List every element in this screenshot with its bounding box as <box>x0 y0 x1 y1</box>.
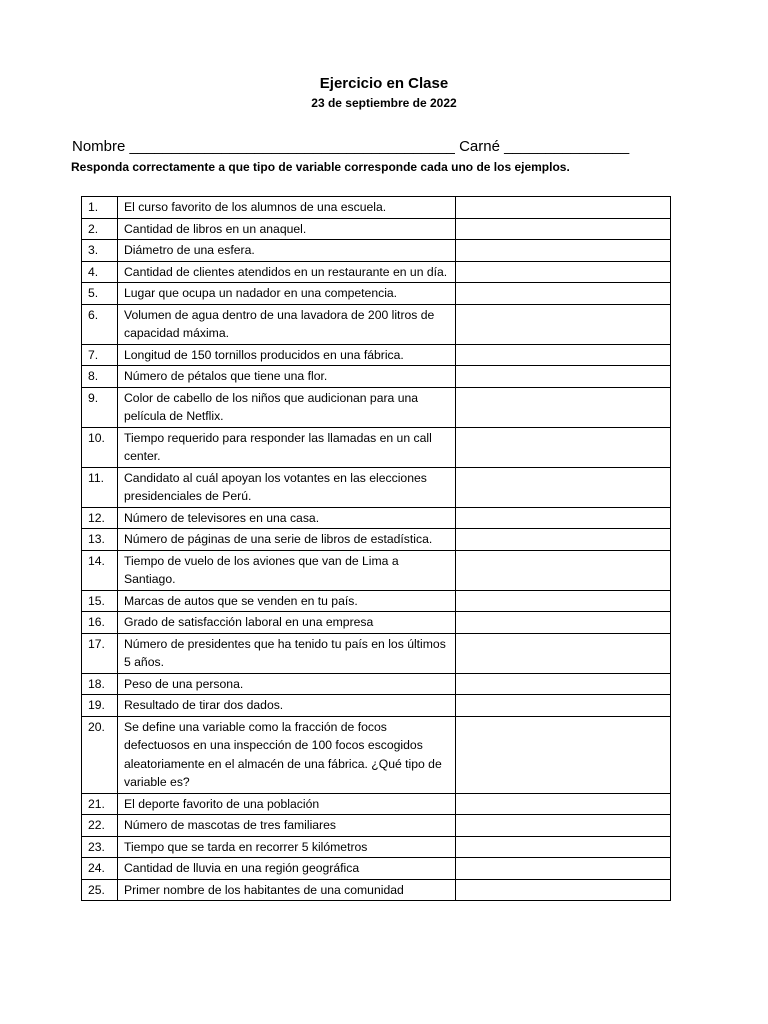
question-text: Peso de una persona. <box>117 673 455 695</box>
answer-cell[interactable] <box>456 218 671 240</box>
question-number: 15. <box>82 590 118 612</box>
table-row <box>82 427 671 467</box>
table-row <box>82 716 671 793</box>
answer-cell[interactable] <box>456 529 671 551</box>
question-text: Número de pétalos que tiene una flor. <box>117 366 455 388</box>
question-text: Marcas de autos que se venden en tu país. <box>117 590 455 612</box>
table-row <box>82 858 671 880</box>
answer-cell[interactable] <box>456 793 671 815</box>
question-text: Número de páginas de una serie de libros de estadística. <box>117 529 455 551</box>
table-row <box>82 879 671 901</box>
question-number: 5. <box>82 283 118 305</box>
questions-table <box>81 196 671 901</box>
question-text: Cantidad de clientes atendidos en un restaurante en un día. <box>117 261 455 283</box>
question-text: Color de cabello de los niños que audicionan para una película de Netflix. <box>117 387 455 427</box>
question-text: Diámetro de una esfera. <box>117 240 455 262</box>
answer-cell[interactable] <box>456 673 671 695</box>
answer-cell[interactable] <box>456 261 671 283</box>
question-text: Primer nombre de los habitantes de una comunidad <box>117 879 455 901</box>
table-row <box>82 387 671 427</box>
question-text: Número de televisores en una casa. <box>117 507 455 529</box>
table-row <box>82 673 671 695</box>
question-number: 23. <box>82 836 118 858</box>
question-text: Número de mascotas de tres familiares <box>117 815 455 837</box>
answer-cell[interactable] <box>456 695 671 717</box>
answer-cell[interactable] <box>456 550 671 590</box>
table-row <box>82 261 671 283</box>
question-text: El deporte favorito de una población <box>117 793 455 815</box>
question-number: 20. <box>82 716 118 793</box>
table-row <box>82 695 671 717</box>
name-carne-line <box>72 138 629 155</box>
document-date: 23 de septiembre de 2022 <box>311 96 457 110</box>
table-row <box>82 507 671 529</box>
question-number: 9. <box>82 387 118 427</box>
table-row <box>82 550 671 590</box>
question-number: 11. <box>82 467 118 507</box>
carne-label: Carné <box>459 138 500 155</box>
question-number: 7. <box>82 344 118 366</box>
question-text: Se define una variable como la fracción de focos defectuosos en una inspección de 100 focos escogidos aleatoriamente en el almacén de una fábrica. ¿Qué tipo de variable es? <box>117 716 455 793</box>
question-number: 17. <box>82 633 118 673</box>
table-row <box>82 815 671 837</box>
table-row <box>82 529 671 551</box>
table-row <box>82 633 671 673</box>
question-text: Lugar que ocupa un nadador en una competencia. <box>117 283 455 305</box>
document-title: Ejercicio en Clase <box>319 75 449 92</box>
question-number: 12. <box>82 507 118 529</box>
answer-cell[interactable] <box>456 858 671 880</box>
question-number: 22. <box>82 815 118 837</box>
answer-cell[interactable] <box>456 507 671 529</box>
answer-cell[interactable] <box>456 815 671 837</box>
question-number: 3. <box>82 240 118 262</box>
question-number: 14. <box>82 550 118 590</box>
answer-cell[interactable] <box>456 879 671 901</box>
answer-cell[interactable] <box>456 387 671 427</box>
question-text: Número de presidentes que ha tenido tu país en los últimos 5 años. <box>117 633 455 673</box>
answer-cell[interactable] <box>456 344 671 366</box>
table-row <box>82 836 671 858</box>
question-text: Cantidad de lluvia en una región geográfica <box>117 858 455 880</box>
question-text: Grado de satisfacción laboral en una empresa <box>117 612 455 634</box>
question-text: Tiempo de vuelo de los aviones que van de Lima a Santiago. <box>117 550 455 590</box>
question-number: 2. <box>82 218 118 240</box>
question-text: Volumen de agua dentro de una lavadora de 200 litros de capacidad máxima. <box>117 304 455 344</box>
answer-cell[interactable] <box>456 197 671 219</box>
question-number: 24. <box>82 858 118 880</box>
answer-cell[interactable] <box>456 366 671 388</box>
answer-cell[interactable] <box>456 467 671 507</box>
question-text: Candidato al cuál apoyan los votantes en las elecciones presidenciales de Perú. <box>117 467 455 507</box>
answer-cell[interactable] <box>456 304 671 344</box>
question-text: Tiempo requerido para responder las llamadas en un call center. <box>117 427 455 467</box>
table-row <box>82 304 671 344</box>
answer-cell[interactable] <box>456 836 671 858</box>
table-row <box>82 283 671 305</box>
question-number: 16. <box>82 612 118 634</box>
answer-cell[interactable] <box>456 427 671 467</box>
question-text: Resultado de tirar dos dados. <box>117 695 455 717</box>
question-number: 8. <box>82 366 118 388</box>
question-text: Longitud de 150 tornillos producidos en una fábrica. <box>117 344 455 366</box>
question-number: 18. <box>82 673 118 695</box>
question-number: 10. <box>82 427 118 467</box>
question-number: 6. <box>82 304 118 344</box>
carne-field[interactable]: _______________ <box>504 138 630 155</box>
answer-cell[interactable] <box>456 633 671 673</box>
question-number: 13. <box>82 529 118 551</box>
instructions: Responda correctamente a que tipo de variable corresponde cada uno de los ejemplos. <box>71 160 570 174</box>
question-number: 25. <box>82 879 118 901</box>
table-row <box>82 590 671 612</box>
table-row <box>82 240 671 262</box>
question-text: Cantidad de libros en un anaquel. <box>117 218 455 240</box>
question-text: El curso favorito de los alumnos de una escuela. <box>117 197 455 219</box>
table-row <box>82 366 671 388</box>
answer-cell[interactable] <box>456 283 671 305</box>
question-number: 19. <box>82 695 118 717</box>
name-label: Nombre <box>72 138 126 155</box>
table-row <box>82 467 671 507</box>
table-row <box>82 612 671 634</box>
table-row <box>82 218 671 240</box>
table-row <box>82 344 671 366</box>
table-row <box>82 197 671 219</box>
answer-cell[interactable] <box>456 590 671 612</box>
question-text: Tiempo que se tarda en recorrer 5 kilómetros <box>117 836 455 858</box>
answer-cell[interactable] <box>456 240 671 262</box>
question-number: 21. <box>82 793 118 815</box>
table-row <box>82 793 671 815</box>
question-number: 1. <box>82 197 118 219</box>
answer-cell[interactable] <box>456 612 671 634</box>
question-number: 4. <box>82 261 118 283</box>
answer-cell[interactable] <box>456 716 671 793</box>
name-field[interactable]: _______________________________________ <box>129 138 455 155</box>
